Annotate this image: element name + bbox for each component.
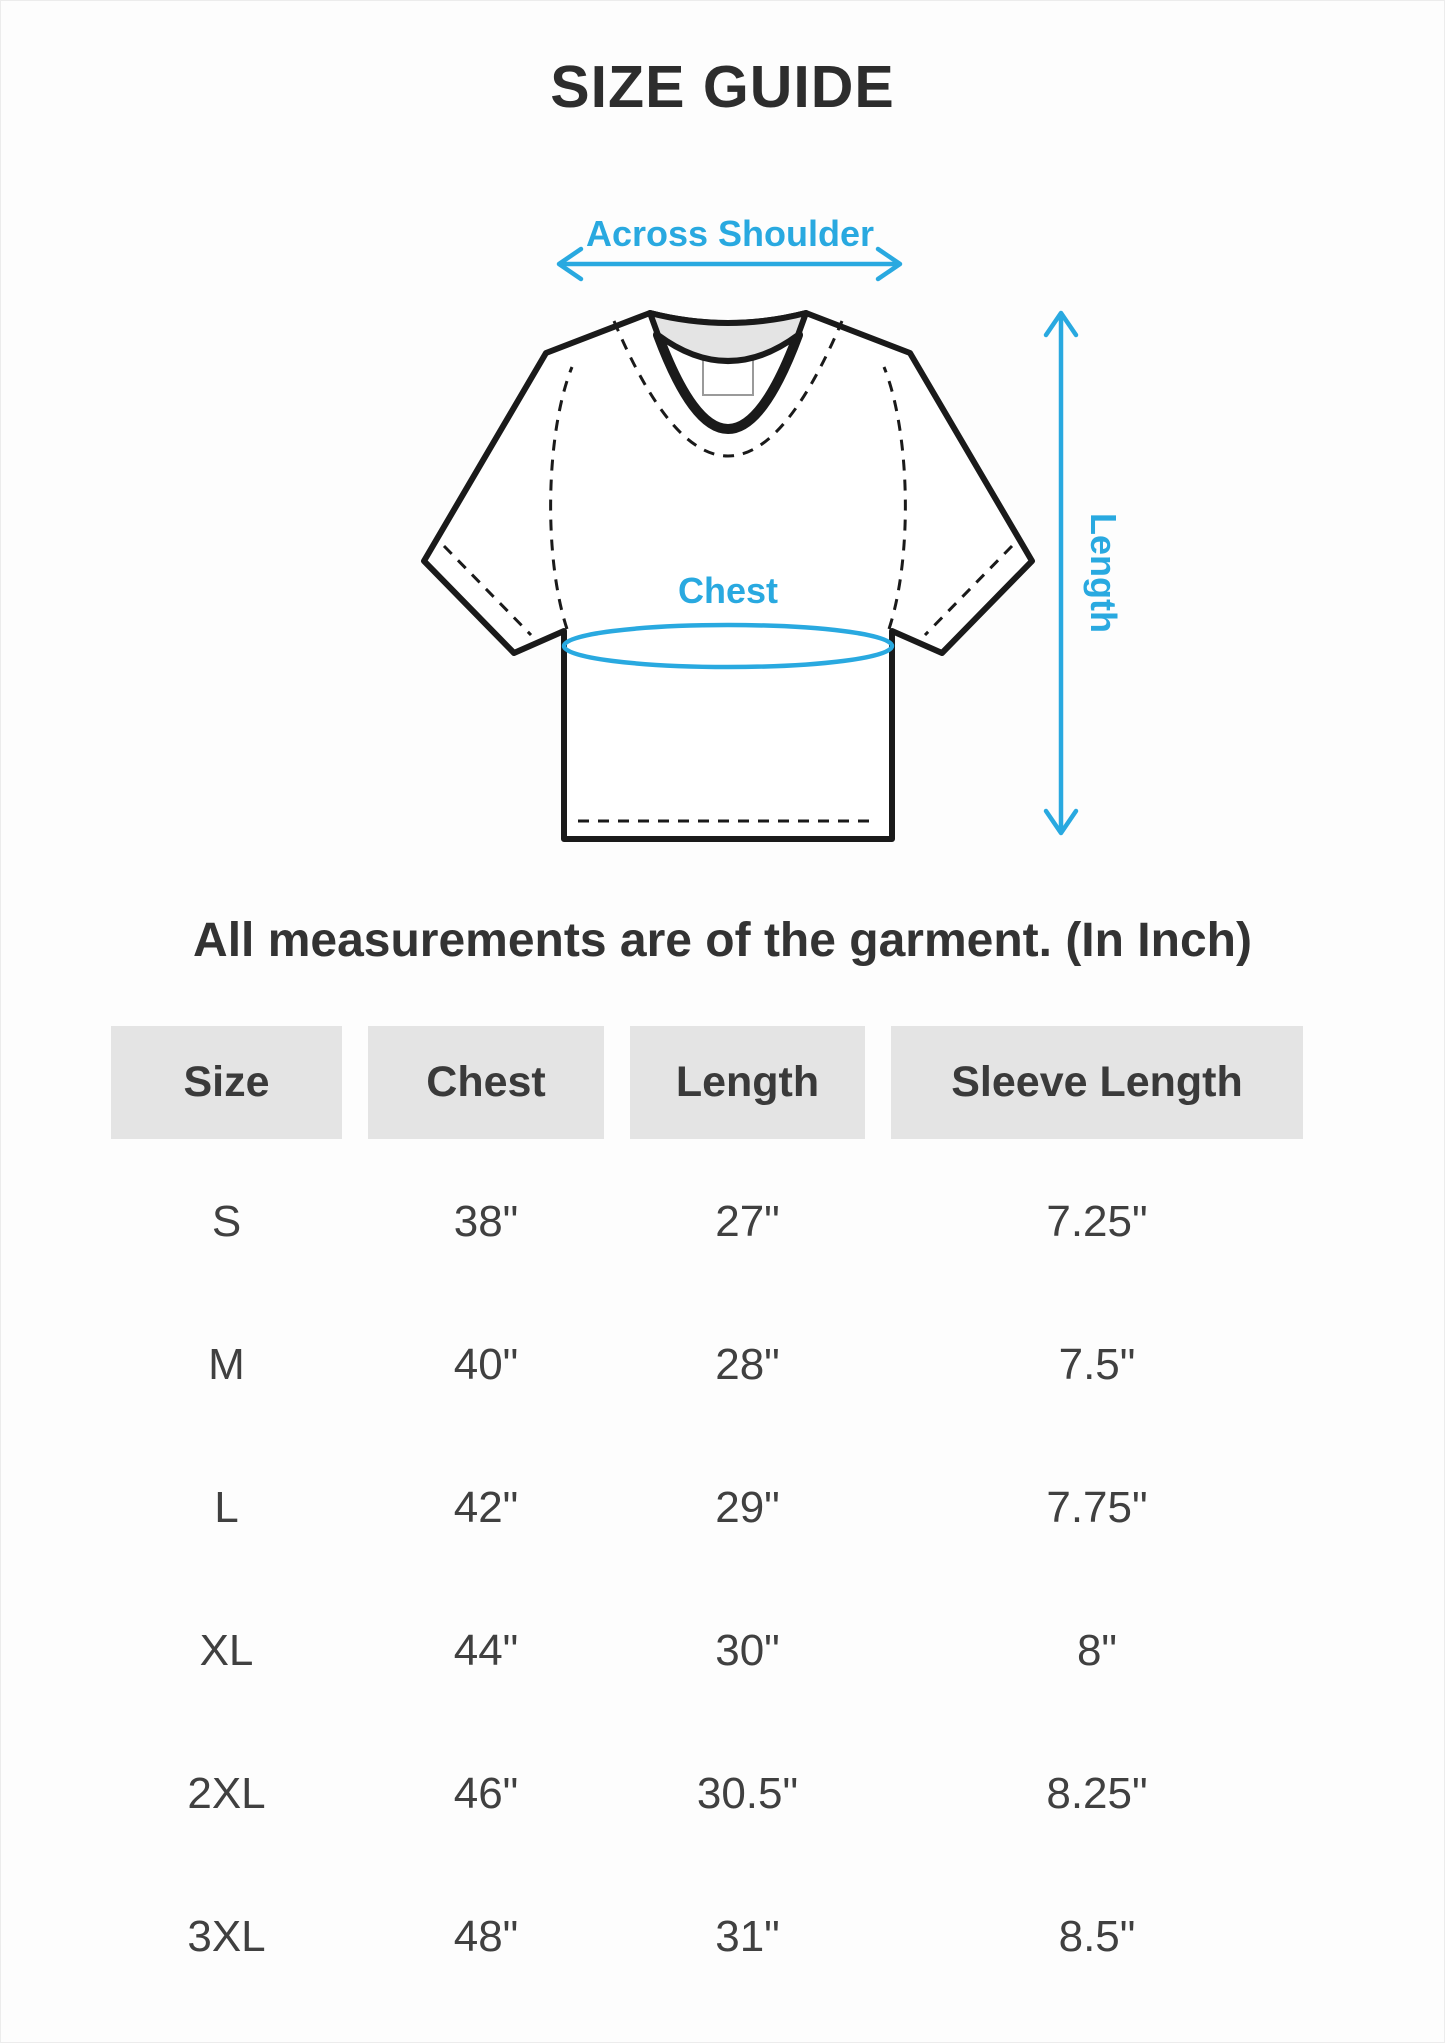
header-sleeve-length: Sleeve Length <box>891 1026 1303 1139</box>
cell-length: 30.5" <box>696 1768 799 1818</box>
cell-size: M <box>208 1339 245 1389</box>
header-size: Size <box>111 1026 342 1139</box>
cell-sleeve: 8" <box>1076 1625 1118 1675</box>
size-table <box>111 1026 1303 2008</box>
cell-length: 29" <box>715 1482 780 1532</box>
length-arrow <box>1046 313 1076 833</box>
header-chest: Chest <box>368 1026 604 1139</box>
cell-sleeve: 7.5" <box>1058 1339 1136 1389</box>
cell-length: 28" <box>715 1339 780 1389</box>
chest-label: Chest <box>677 570 779 611</box>
cell-size: S <box>211 1196 242 1246</box>
cell-size: 3XL <box>187 1911 266 1961</box>
size-table-body <box>111 1150 1303 2008</box>
cell-size: L <box>214 1482 239 1532</box>
cell-chest: 40" <box>453 1339 519 1389</box>
cell-chest: 38" <box>453 1196 519 1246</box>
cell-sleeve: 8.5" <box>1058 1911 1136 1961</box>
cell-size: XL <box>199 1625 254 1675</box>
cell-chest: 44" <box>453 1625 519 1675</box>
cell-length: 31" <box>715 1911 780 1961</box>
size-table-header <box>111 1026 1303 1139</box>
header-length: Length <box>630 1026 865 1139</box>
cell-size: 2XL <box>187 1768 266 1818</box>
cell-sleeve: 8.25" <box>1046 1768 1148 1818</box>
cell-length: 30" <box>715 1625 780 1675</box>
cell-sleeve: 7.25" <box>1046 1196 1148 1246</box>
cell-chest: 48" <box>453 1911 519 1961</box>
cell-length: 27" <box>715 1196 780 1246</box>
cell-chest: 42" <box>453 1482 519 1532</box>
cell-sleeve: 7.75" <box>1046 1482 1148 1532</box>
measurement-note: All measurements are of the garment. (In Inch) <box>193 914 1252 967</box>
across-shoulder-label: Across Shoulder <box>585 213 875 254</box>
page-title: SIZE GUIDE <box>550 54 895 120</box>
tshirt-measurement-diagram <box>1 1 1445 881</box>
length-label: Length <box>1083 513 1124 633</box>
cell-chest: 46" <box>453 1768 519 1818</box>
